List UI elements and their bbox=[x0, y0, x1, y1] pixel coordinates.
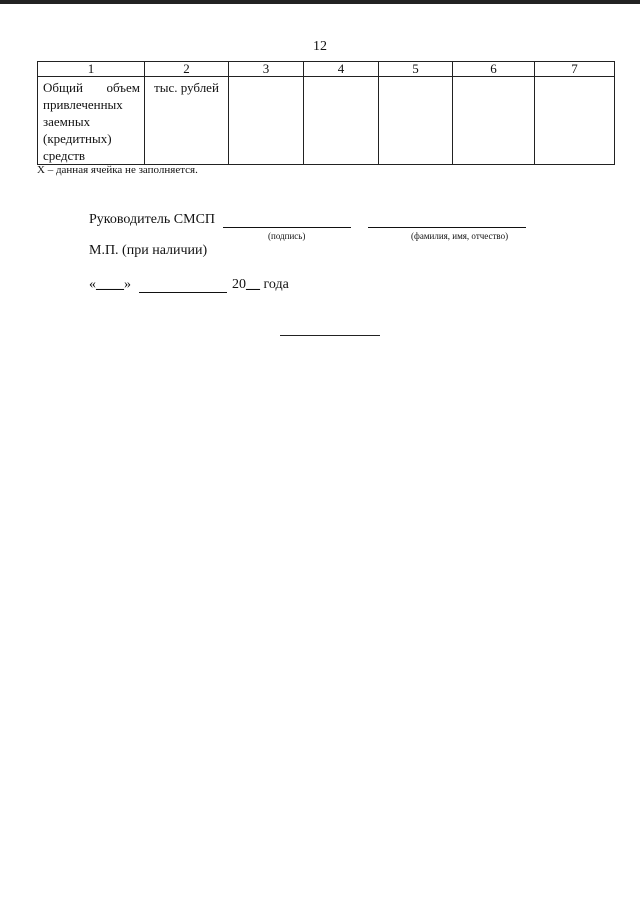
column-number: 3 bbox=[229, 62, 304, 77]
head-signature-line bbox=[89, 212, 526, 228]
indicator-cell: Общий объем привлеченных заемных (кредитных) средств bbox=[38, 77, 145, 165]
date-close-quote: » bbox=[124, 277, 131, 292]
column-number: 6 bbox=[453, 62, 535, 77]
date-year-prefix: 20 bbox=[232, 277, 246, 292]
signature-blank bbox=[223, 213, 351, 228]
table-header-row bbox=[38, 62, 615, 77]
signature-caption: (подпись) bbox=[268, 231, 306, 241]
stamp-label: М.П. (при наличии) bbox=[89, 243, 208, 258]
page-number: 12 bbox=[313, 39, 327, 54]
name-caption: (фамилия, имя, отчество) bbox=[411, 231, 509, 241]
column-number: 4 bbox=[304, 62, 379, 77]
column-number: 1 bbox=[38, 62, 145, 77]
value-cell bbox=[535, 77, 615, 165]
value-cell bbox=[379, 77, 453, 165]
date-suffix: года bbox=[263, 277, 289, 292]
unit-cell: тыс. рублей bbox=[145, 77, 229, 165]
date-month-blank bbox=[139, 278, 227, 293]
date-open-quote: « bbox=[89, 277, 96, 292]
top-border-line bbox=[0, 0, 640, 4]
table-row bbox=[38, 77, 615, 165]
date-year-blank: __ bbox=[246, 277, 260, 292]
column-number: 5 bbox=[379, 62, 453, 77]
name-blank bbox=[368, 213, 526, 228]
end-separator bbox=[280, 335, 380, 336]
column-number: 7 bbox=[535, 62, 615, 77]
footnote: Х – данная ячейка не заполняется. bbox=[37, 164, 198, 176]
column-number: 2 bbox=[145, 62, 229, 77]
date-line bbox=[89, 277, 289, 293]
value-cell bbox=[453, 77, 535, 165]
date-day-blank: ____ bbox=[96, 277, 124, 292]
value-cell bbox=[304, 77, 379, 165]
head-label: Руководитель СМСП bbox=[89, 212, 216, 227]
value-cell bbox=[229, 77, 304, 165]
report-table bbox=[37, 61, 615, 165]
